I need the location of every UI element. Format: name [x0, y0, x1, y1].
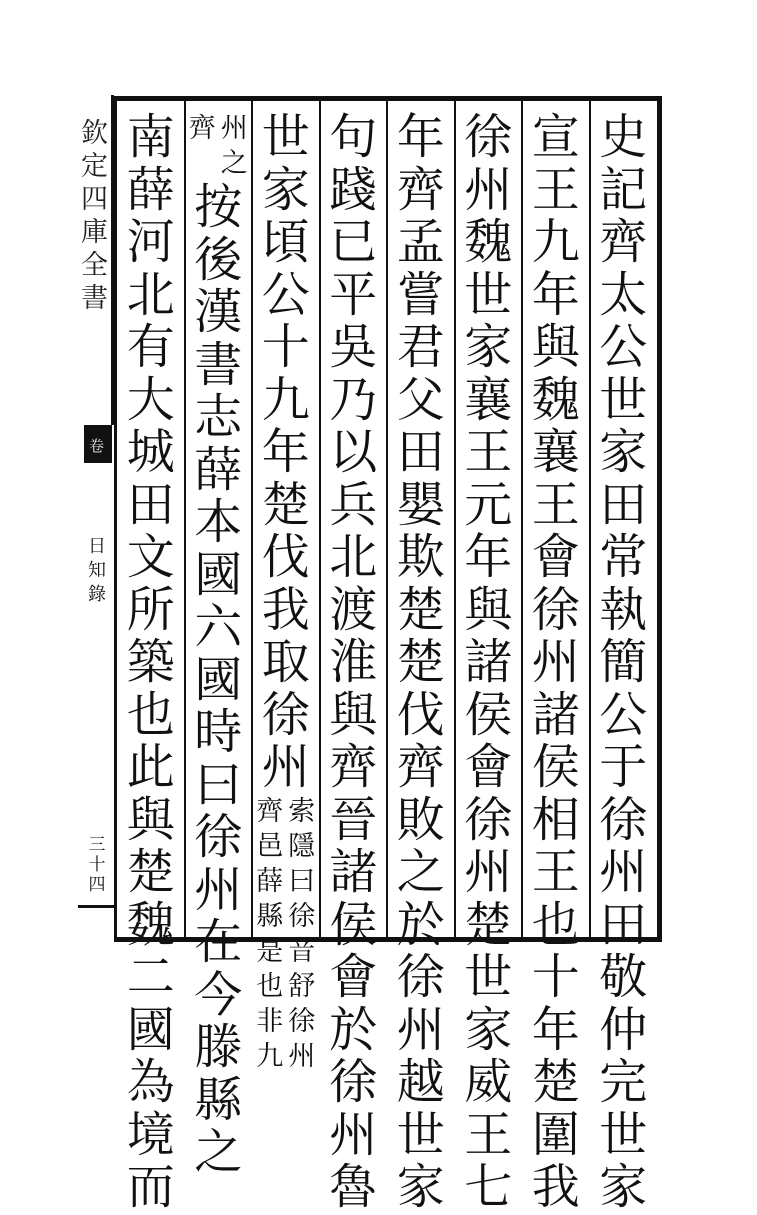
column-rule [589, 101, 591, 937]
glyph: 齊 [329, 739, 378, 795]
glyph: 王 [464, 424, 513, 480]
note-glyph: 邑 [256, 830, 284, 862]
glyph: 也 [531, 896, 580, 953]
note-glyph: 徐 [288, 900, 316, 932]
glyph: 家 [396, 1159, 445, 1215]
glyph: 楚 [396, 581, 445, 638]
glyph: 於 [329, 1001, 378, 1058]
glyph: 家 [464, 1001, 513, 1058]
glyph: 以 [329, 424, 378, 480]
page-number-char: 三 [88, 835, 106, 855]
glyph: 後 [194, 231, 243, 288]
note-glyph: 曰 [288, 865, 316, 897]
glyph: 伐 [261, 529, 310, 585]
glyph: 楚 [126, 844, 175, 900]
glyph: 諸 [531, 686, 580, 743]
note-right [219, 111, 249, 181]
page-number [82, 835, 112, 895]
glyph: 楚 [464, 896, 513, 953]
glyph: 河 [126, 214, 175, 270]
glyph: 侯 [464, 686, 513, 743]
glyph: 淮 [329, 634, 378, 690]
glyph: 徐 [599, 791, 648, 848]
glyph: 築 [126, 634, 175, 690]
glyph: 薛 [194, 441, 243, 498]
note-glyph: 州 [288, 1040, 316, 1072]
glyph: 曰 [194, 756, 243, 813]
page-number-char: 四 [88, 875, 106, 895]
note-glyph: 隱 [288, 830, 316, 862]
glyph: 九 [261, 371, 310, 428]
glyph: 二 [126, 949, 175, 1005]
glyph: 吳 [329, 319, 378, 375]
column-rule [521, 101, 523, 937]
glyph: 之 [396, 844, 445, 900]
title-char: 定 [81, 151, 108, 182]
page-number-char: 十 [88, 855, 106, 875]
volume-box [84, 425, 112, 463]
glyph: 今 [194, 966, 243, 1023]
glyph: 楚 [531, 1054, 580, 1110]
glyph: 齊 [599, 214, 648, 270]
title-char: 書 [81, 283, 108, 314]
glyph: 九 [531, 214, 580, 270]
page-margin [78, 95, 114, 943]
book-title-char: 錄 [88, 584, 106, 605]
glyph: 田 [396, 424, 445, 480]
glyph: 嬰 [396, 476, 445, 533]
note-glyph: 九 [256, 1040, 284, 1072]
glyph: 國 [126, 1001, 175, 1058]
column-rule [184, 101, 186, 937]
glyph: 父 [396, 371, 445, 428]
glyph: 魏 [464, 214, 513, 270]
glyph: 州 [464, 844, 513, 900]
glyph: 徐 [464, 791, 513, 848]
text-frame [114, 96, 662, 1215]
glyph: 之 [194, 1124, 243, 1180]
glyph: 田 [126, 476, 175, 533]
glyph: 世 [396, 1106, 445, 1163]
glyph: 滕 [194, 1019, 243, 1075]
glyph: 志 [194, 389, 243, 445]
glyph: 田 [599, 896, 648, 953]
glyph: 在 [194, 914, 243, 970]
glyph: 執 [599, 581, 648, 638]
glyph: 年 [396, 109, 445, 165]
glyph: 平 [329, 266, 378, 323]
glyph: 敬 [599, 949, 648, 1005]
glyph: 北 [126, 266, 175, 323]
text-column [321, 111, 385, 1214]
glyph: 徐 [464, 109, 513, 165]
glyph: 我 [531, 1159, 580, 1215]
note-glyph: 薛 [256, 865, 284, 897]
note-glyph: 縣 [256, 900, 284, 932]
glyph: 世 [261, 109, 310, 165]
glyph: 州 [194, 861, 243, 918]
book-title-char: 日 [88, 536, 106, 557]
note-glyph: 是 [256, 935, 284, 967]
glyph: 州 [396, 1001, 445, 1058]
text-column [591, 111, 655, 1214]
glyph: 年 [531, 266, 580, 323]
glyph: 于 [599, 739, 648, 795]
glyph: 與 [329, 686, 378, 743]
collection-title [78, 95, 114, 425]
glyph: 漢 [194, 284, 243, 340]
glyph: 為 [126, 1054, 175, 1110]
glyph: 書 [194, 336, 243, 393]
glyph: 諸 [329, 844, 378, 900]
glyph: 十 [261, 319, 310, 375]
note-glyph: 齊 [188, 113, 216, 144]
text-column [524, 111, 588, 1214]
glyph: 所 [126, 581, 175, 638]
title-char: 庫 [81, 217, 108, 248]
glyph: 七 [464, 1159, 513, 1215]
glyph: 南 [126, 109, 175, 165]
glyph: 王 [531, 844, 580, 900]
glyph: 世 [464, 949, 513, 1005]
glyph: 侯 [329, 896, 378, 953]
glyph: 宣 [531, 109, 580, 165]
glyph: 徐 [531, 581, 580, 638]
glyph: 圍 [531, 1106, 580, 1163]
column-rule [386, 101, 388, 937]
text-column [389, 111, 453, 1214]
glyph: 敗 [396, 791, 445, 848]
note-glyph: 之 [220, 148, 248, 179]
glyph: 與 [464, 581, 513, 638]
glyph: 魯 [329, 1159, 378, 1215]
glyph: 會 [329, 949, 378, 1005]
glyph: 有 [126, 319, 175, 375]
glyph: 世 [464, 266, 513, 323]
glyph: 楚 [396, 634, 445, 690]
text-column [119, 111, 183, 1214]
glyph: 此 [126, 739, 175, 795]
glyph: 縣 [194, 1071, 243, 1128]
book-title [82, 535, 112, 607]
glyph: 家 [261, 161, 310, 218]
glyph: 踐 [329, 161, 378, 218]
note-left [187, 111, 217, 146]
glyph: 諸 [464, 634, 513, 690]
column-rule [319, 101, 321, 937]
glyph: 魏 [126, 896, 175, 953]
glyph: 嘗 [396, 266, 445, 323]
glyph: 襄 [531, 424, 580, 480]
glyph: 兵 [329, 476, 378, 533]
glyph: 與 [531, 319, 580, 375]
glyph: 渡 [329, 581, 378, 638]
glyph: 乃 [329, 371, 378, 428]
title-char: 四 [81, 184, 108, 215]
glyph: 徐 [329, 1054, 378, 1110]
glyph: 已 [329, 214, 378, 270]
glyph: 與 [126, 791, 175, 848]
column-rule [454, 101, 456, 937]
glyph: 徐 [194, 809, 243, 865]
glyph: 按 [194, 179, 243, 235]
glyph: 史 [599, 109, 648, 165]
glyph: 齊 [396, 739, 445, 795]
glyph: 會 [531, 529, 580, 585]
note-glyph: 音 [288, 935, 316, 967]
glyph: 魏 [531, 371, 580, 428]
glyph: 年 [531, 1001, 580, 1058]
glyph: 州 [464, 161, 513, 218]
glyph: 大 [126, 371, 175, 428]
margin-rule [78, 905, 114, 908]
volume-label: 卷 [89, 437, 105, 455]
column-rule [251, 101, 253, 937]
glyph: 年 [261, 424, 310, 480]
glyph: 城 [126, 424, 175, 480]
text-column-with-note [254, 111, 318, 1074]
glyph: 家 [599, 1159, 648, 1215]
glyph: 於 [396, 896, 445, 953]
text-column [456, 111, 520, 1214]
glyph: 世 [599, 1106, 648, 1163]
note-right [287, 794, 317, 1074]
glyph: 句 [329, 109, 378, 165]
note-left [255, 794, 285, 1074]
glyph: 欺 [396, 529, 445, 585]
glyph: 六 [194, 599, 243, 655]
glyph: 齊 [396, 161, 445, 218]
title-char: 欽 [81, 118, 108, 149]
glyph: 徐 [261, 686, 310, 743]
glyph: 楚 [261, 476, 310, 533]
note-glyph: 齊 [256, 795, 284, 827]
note-glyph: 舒 [288, 970, 316, 1002]
glyph: 會 [464, 739, 513, 795]
commentary-note [254, 794, 318, 1074]
glyph: 頃 [261, 214, 310, 270]
glyph: 常 [599, 529, 648, 585]
glyph: 年 [464, 529, 513, 585]
glyph: 薛 [126, 161, 175, 218]
glyph: 伐 [396, 686, 445, 743]
glyph: 境 [126, 1106, 175, 1163]
glyph: 文 [126, 529, 175, 585]
glyph: 國 [194, 651, 243, 708]
glyph: 北 [329, 529, 378, 585]
glyph: 晉 [329, 791, 378, 848]
glyph: 王 [531, 476, 580, 533]
glyph: 本 [194, 494, 243, 550]
glyph: 也 [126, 686, 175, 743]
glyph: 元 [464, 476, 513, 533]
glyph: 王 [464, 1106, 513, 1163]
glyph: 十 [531, 949, 580, 1005]
glyph: 相 [531, 791, 580, 848]
glyph: 公 [599, 319, 648, 375]
glyph: 州 [329, 1106, 378, 1163]
glyph: 簡 [599, 634, 648, 690]
glyph: 王 [531, 161, 580, 218]
note-glyph: 非 [256, 1005, 284, 1037]
glyph: 州 [599, 844, 648, 900]
glyph: 襄 [464, 371, 513, 428]
glyph: 而 [126, 1159, 175, 1215]
commentary-note [186, 111, 250, 181]
glyph: 威 [464, 1054, 513, 1110]
glyph: 記 [599, 161, 648, 218]
note-glyph: 州 [220, 113, 248, 144]
glyph: 州 [531, 634, 580, 690]
note-glyph: 索 [288, 795, 316, 827]
glyph: 完 [599, 1054, 648, 1110]
glyph: 家 [464, 319, 513, 375]
note-glyph: 徐 [288, 1005, 316, 1037]
glyph: 田 [599, 476, 648, 533]
glyph: 我 [261, 581, 310, 638]
glyph: 取 [261, 634, 310, 690]
glyph: 孟 [396, 214, 445, 270]
glyph: 君 [396, 319, 445, 375]
glyph: 仲 [599, 1001, 648, 1058]
note-glyph: 也 [256, 970, 284, 1002]
glyph: 越 [396, 1054, 445, 1110]
glyph: 家 [599, 424, 648, 480]
glyph: 徐 [396, 949, 445, 1005]
glyph: 侯 [531, 739, 580, 795]
glyph: 國 [194, 546, 243, 603]
glyph: 公 [599, 686, 648, 743]
text-column-with-note [186, 111, 250, 1179]
book-title-char: 知 [88, 560, 106, 581]
glyph: 太 [599, 266, 648, 323]
title-char: 全 [81, 250, 108, 281]
glyph: 時 [194, 704, 243, 760]
glyph: 世 [599, 371, 648, 428]
glyph: 公 [261, 266, 310, 323]
glyph: 州 [261, 739, 310, 795]
